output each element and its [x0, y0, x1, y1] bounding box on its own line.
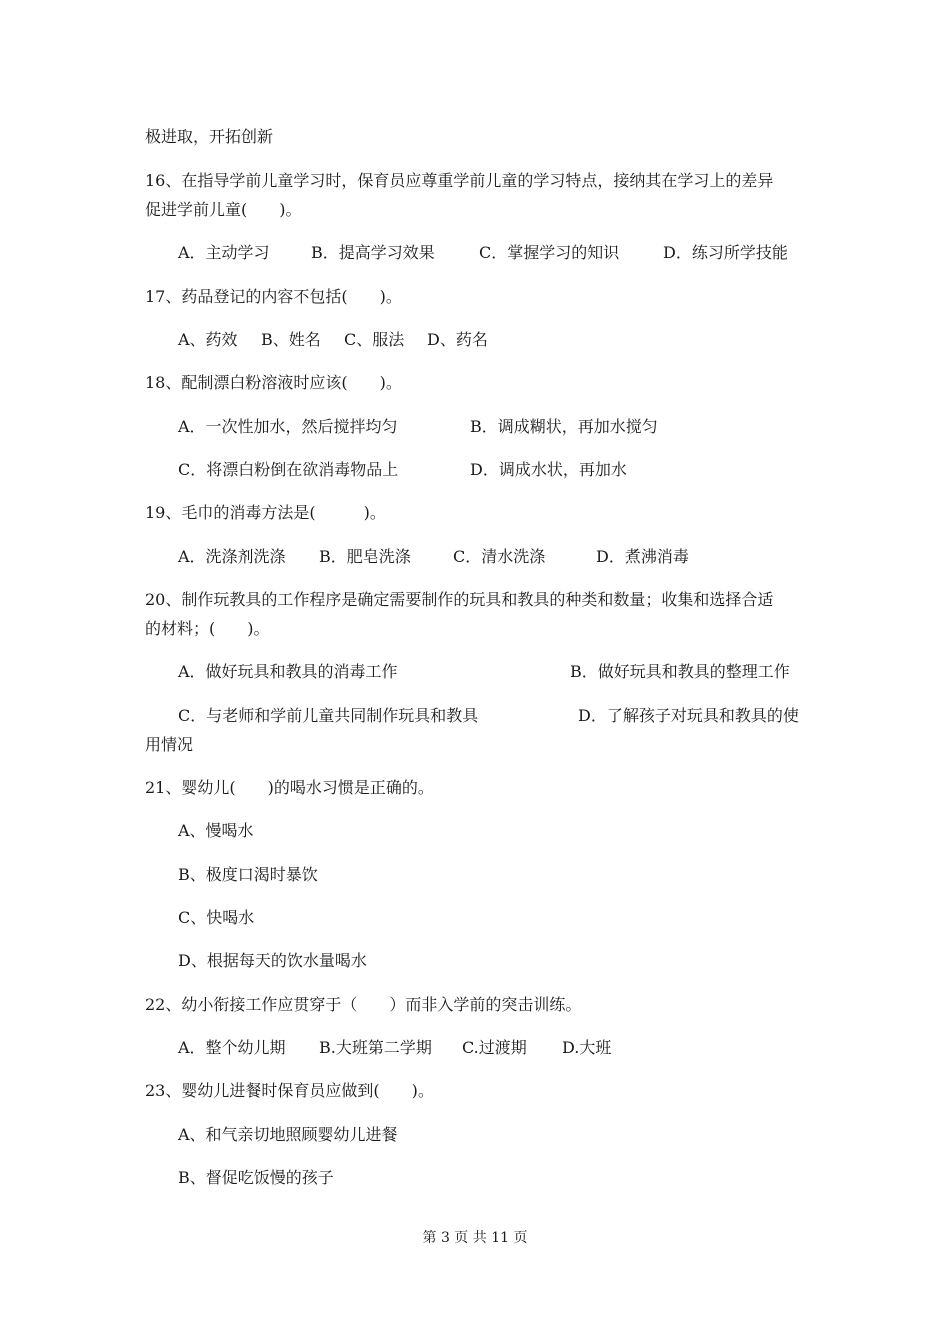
- question-18-options-row2: [178, 459, 878, 481]
- question-19-options: [178, 546, 878, 568]
- option-a: A．做好玩具和教具的消毒工作: [178, 662, 398, 681]
- page-footer: 第 3 页 共 11 页: [422, 1230, 528, 1246]
- question-19-text: 19、毛巾的消毒方法是( )。: [145, 503, 386, 522]
- option-b: B、督促吃饭慢的孩子: [178, 1168, 334, 1187]
- option-b: B.大班第二学期: [319, 1038, 432, 1057]
- option-c: C、服法: [344, 330, 405, 349]
- option-b: B、极度口渴时暴饮: [178, 865, 318, 884]
- option-d: D．练习所学技能: [663, 243, 788, 262]
- option-d: D.大班: [562, 1038, 612, 1057]
- question-20-options-row2: [178, 705, 878, 727]
- option-c: C．将漂白粉倒在欲消毒物品上: [178, 460, 399, 479]
- option-c: C．与老师和学前儿童共同制作玩具和教具: [178, 706, 479, 725]
- question-22-text: 22、幼小衔接工作应贯穿于（ ）而非入学前的突击训练。: [145, 995, 582, 1014]
- option-c: C.过渡期: [462, 1038, 527, 1057]
- option-d: D、药名: [427, 330, 488, 349]
- option-c: C．清水洗涤: [453, 547, 546, 566]
- option-c: C．掌握学习的知识: [479, 243, 620, 262]
- option-b: B．做好玩具和教具的整理工作: [570, 662, 790, 681]
- question-20-option-d-cont: 用情况: [145, 735, 194, 754]
- question-20-options-row1: [178, 661, 878, 683]
- option-d: D．煮沸消毒: [596, 547, 689, 566]
- question-20-text: 20、制作玩教具的工作程序是确定需要制作的玩具和教具的种类和数量；收集和选择合适: [145, 590, 774, 609]
- question-17-text: 17、药品登记的内容不包括( )。: [145, 287, 402, 306]
- option-b: B．肥皂洗涤: [319, 547, 411, 566]
- question-16-text: 16、在指导学前儿童学习时，保育员应尊重学前儿童的学习特点，接纳其在学习上的差异: [145, 171, 774, 190]
- option-b: B．调成糊状，再加水搅匀: [470, 417, 658, 436]
- question-18-text: 18、配制漂白粉溶液时应该( )。: [145, 373, 402, 392]
- option-d: D、根据每天的饮水量喝水: [178, 951, 367, 970]
- question-18-options-row1: [178, 416, 878, 438]
- question-21-text: 21、婴幼儿( )的喝水习惯是正确的。: [145, 778, 434, 797]
- option-a: A．整个幼儿期: [178, 1038, 286, 1057]
- option-d: D．调成水状，再加水: [470, 460, 627, 479]
- question-23-text: 23、婴幼儿进餐时保育员应做到( )。: [145, 1081, 434, 1100]
- option-a: A．一次性加水，然后搅拌均匀: [178, 417, 398, 436]
- text-line: 极进取，开拓创新: [145, 127, 274, 146]
- option-a: A．洗涤剂洗涤: [178, 547, 286, 566]
- question-16-options: [178, 242, 878, 264]
- question-17-options: [178, 329, 878, 351]
- option-a: A、慢喝水: [178, 821, 254, 840]
- question-22-options: [178, 1037, 878, 1059]
- question-16-text-cont: 促进学前儿童( )。: [145, 200, 302, 219]
- option-c: C、快喝水: [178, 908, 255, 927]
- question-20-text-cont: 的材料；( )。: [145, 619, 270, 638]
- option-b: B．提高学习效果: [311, 243, 435, 262]
- option-a: A、和气亲切地照顾婴幼儿进餐: [178, 1125, 398, 1144]
- option-b: B、姓名: [261, 330, 321, 349]
- option-a: A．主动学习: [178, 243, 270, 262]
- option-d: D．了解孩子对玩具和教具的使: [578, 706, 799, 725]
- option-a: A、药效: [178, 330, 238, 349]
